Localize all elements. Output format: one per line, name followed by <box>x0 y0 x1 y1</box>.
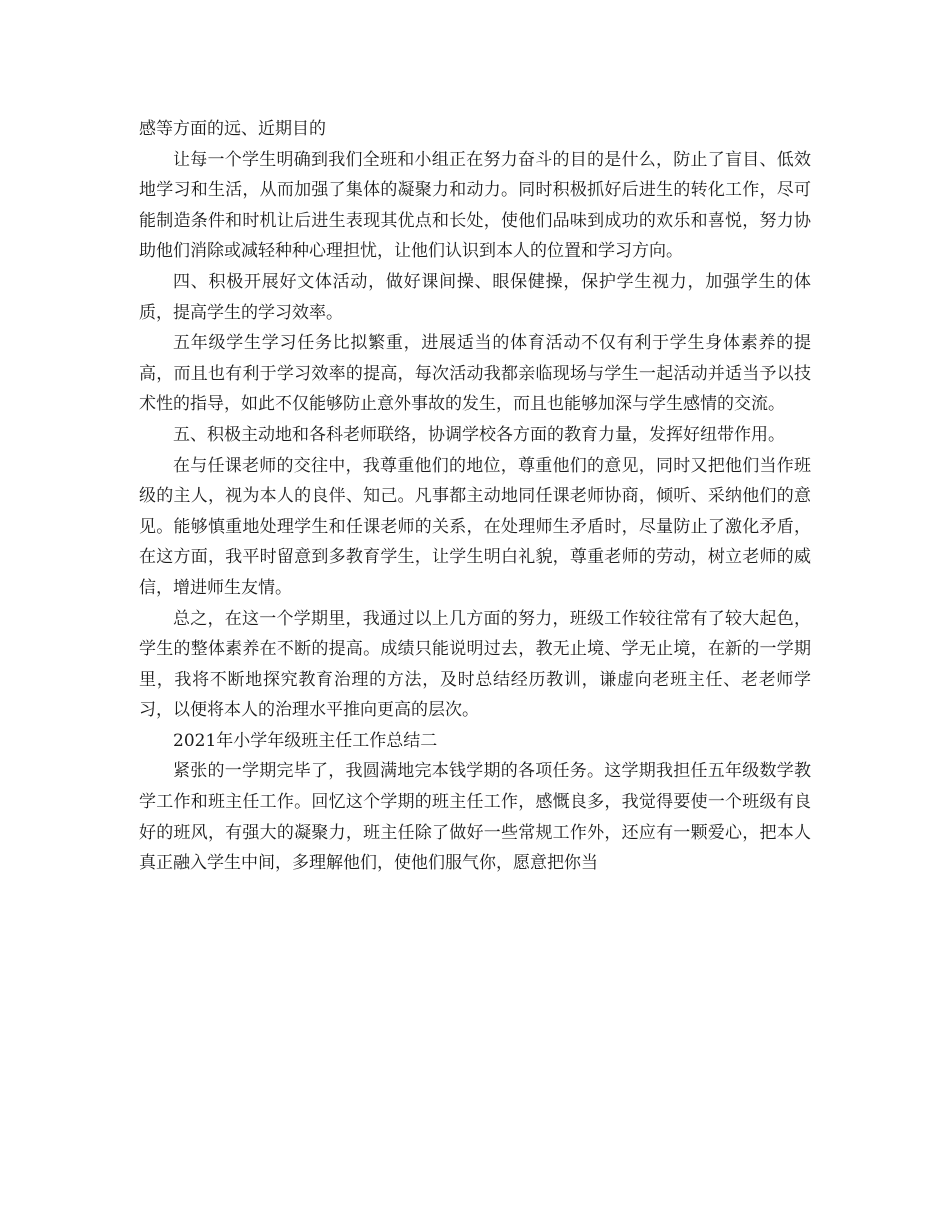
paragraph: 让每一个学生明确到我们全班和小组正在努力奋斗的目的是什么，防止了盲目、低效地学习和生活，从而加强了集体的凝聚力和动力。同时积极抓好后进生的转化工作，尽可能制造条件和时机让后进生表现其优点和长处，使他们品味到成功的欢乐和喜悦，努力协助他们消除或减轻种种心理担忧，让他们认识到本人的位置和学习方向。 <box>139 149 811 262</box>
paragraph: 紧张的一学期完毕了，我圆满地完本钱学期的各项任务。这学期我担任五年级数学教学工作和班主任工作。回忆这个学期的班主任工作，感慨良多，我觉得要使一个班级有良好的班风，有强大的凝聚力，班主任除了做好一些常规工作外，还应有一颗爱心，把本人真正融入学生中间，多理解他们，使他们服气你，愿意把你当 <box>139 761 811 874</box>
paragraph-heading-four: 四、积极开展好文体活动，做好课间操、眼保健操，保护学生视力，加强学生的体质，提高学生的学习效率。 <box>139 271 811 323</box>
paragraph-heading-five: 五、积极主动地和各科老师联络，协调学校各方面的教育力量，发挥好纽带作用。 <box>173 424 785 445</box>
document-page <box>139 114 811 879</box>
section-title: 2021年小学年级班主任工作总结二 <box>173 730 438 751</box>
paragraph-summary: 总之，在这一个学期里，我通过以上几方面的努力，班级工作较往常有了较大起色，学生的整体素养在不断的提高。成绩只能说明过去，教无止境、学无止境，在新的一学期里，我将不断地探究教育治理的方法，及时总结经历教训，谦虚向老班主任、老老师学习，以便将本人的治理水平推向更高的层次。 <box>139 608 811 721</box>
paragraph: 五年级学生学习任务比拟繁重，进展适当的体育活动不仅有利于学生身体素养的提高，而且也有利于学习效率的提高，每次活动我都亲临现场与学生一起活动并适当予以技术性的指导，如此不仅能够防止意外事故的发生，而且也能够加深与学生感情的交流。 <box>139 333 811 415</box>
paragraph-continuation: 感等方面的远、近期目的 <box>139 119 326 139</box>
paragraph: 在与任课老师的交往中，我尊重他们的地位，尊重他们的意见，同时又把他们当作班级的主人，视为本人的良伴、知己。凡事都主动地同任课老师协商，倾听、采纳他们的意见。能够慎重地处理学生和任课老师的关系，在处理师生矛盾时，尽量防止了激化矛盾，在这方面，我平时留意到多教育学生，让学生明白礼貌，尊重老师的劳动，树立老师的威信，增进师生友情。 <box>139 455 811 598</box>
